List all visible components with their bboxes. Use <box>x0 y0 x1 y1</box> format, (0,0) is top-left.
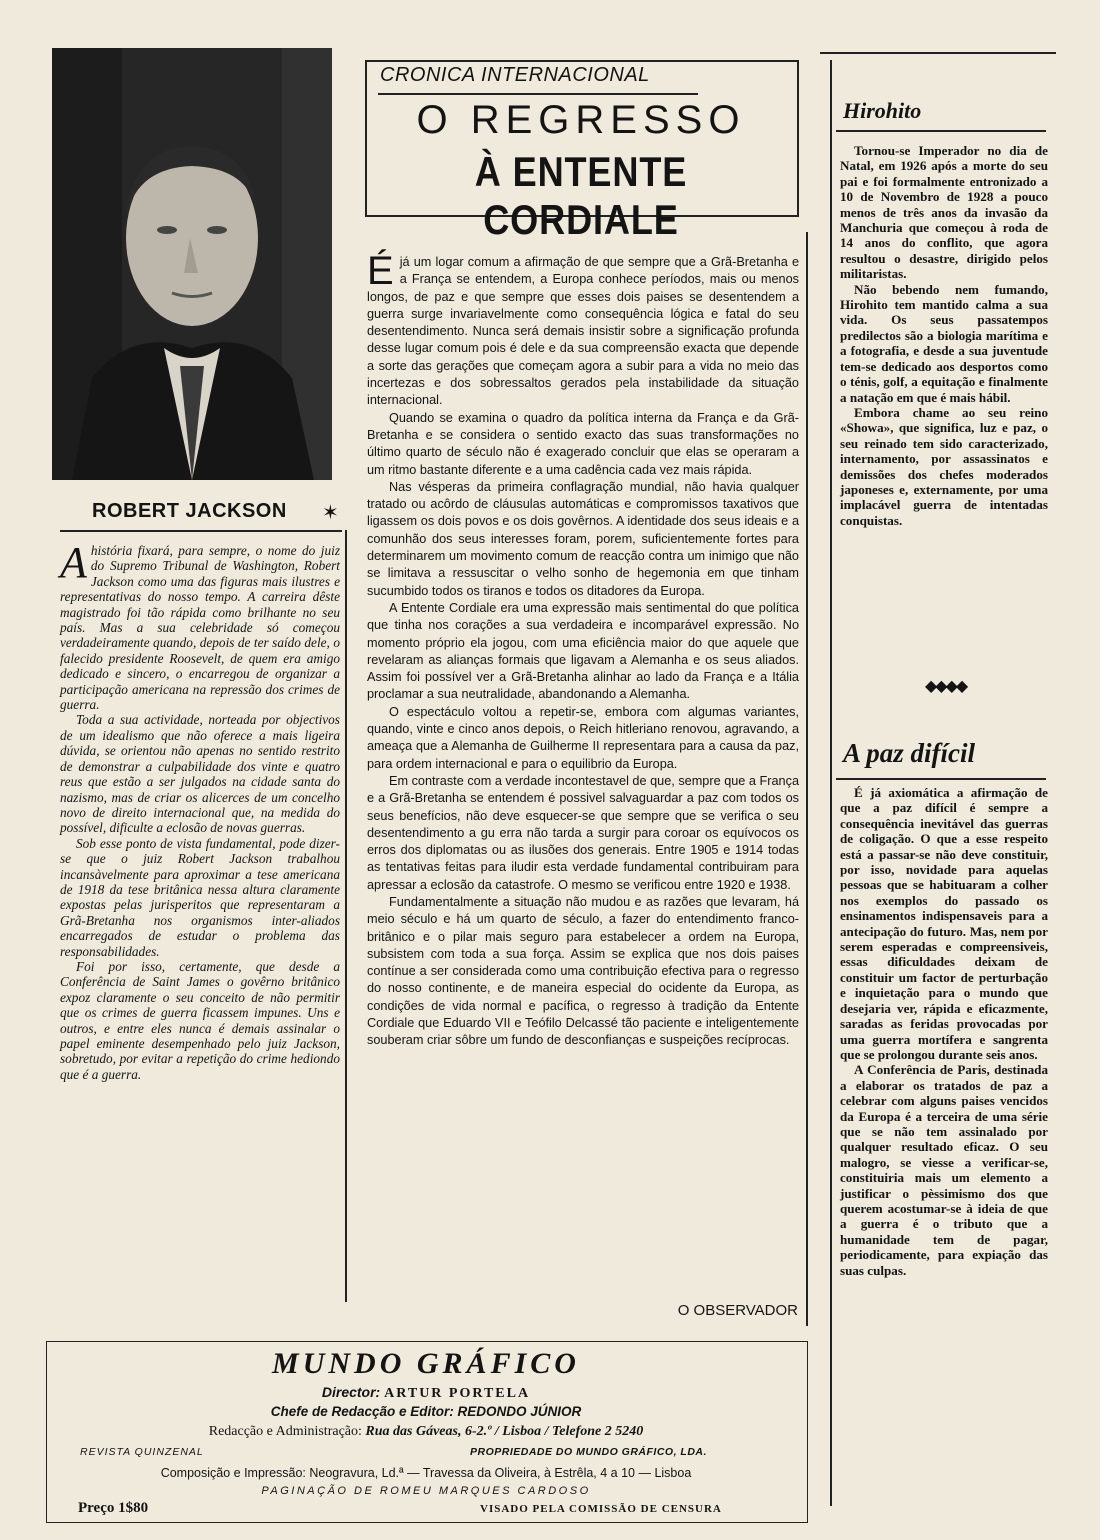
divider <box>836 778 1046 780</box>
drop-cap: A <box>60 538 87 587</box>
masthead-ownership: PROPRIEDADE DO MUNDO GRÁFICO, LDA. <box>470 1446 707 1458</box>
article-paragraph: Nas vésperas da primeira conflagração mundial, não havia qualquer tratado ou acôrdo de cláusulas automáticas e compromissos taxativos que ligassem os dois povos e os dois govêrnos. A identidade dos seus ideais e a comunhão dos seus interesses foram, porem, suficientemente fortes para determinarem um movimento comum de reacção contra um inimigo que não se limitava a ressuscitar o velho sonho de hegemonia em que tinham sucumbido todos os tiranos e todos os ditadores da Europa. <box>367 479 799 598</box>
article-paragraph: Fundamentalmente a situação não mudou e as razões que levaram, há meio século e há um quarto de século, a fazer do entendimento franco-britânico e o pilar mais seguro para estabelecer a ordem na Europa, subsistem com toda a sua força. Assim se explica que nos dois paises contínue a ser considerada como uma contribuição efectiva para o regresso do nosso continente, e de maneira especial do ocidente da Europa, as condições de vida normal e pacífica, o regresso à tradição da Entente Cordiale que Eduardo VII e Teófilo Delcassé tão paciente e inteligentemente souberam criar sôbre um fundo de desconfianças e suspeições recíprocas. <box>367 894 799 1048</box>
star-icon: ✶ <box>322 502 339 524</box>
hirohito-heading: Hirohito <box>843 98 922 123</box>
article-title-line2: À ENTENTE CORDIALE <box>474 148 688 243</box>
article-paragraph: Foi por isso, certamente, que desde a Conferência de Saint James o govêrno britânico expoz claramente o seu conceito de não permitir que os crimes de guerra ficassem impunes. Uns e outros, e entre eles nunca é demais assinalar o papel eminente desempenhado pelo juiz Jackson, sobretudo, por evitar a repetição do crime hediondo que é a guerra. <box>60 958 340 1082</box>
article-paragraph: A Conferência de Paris, destinada a elaborar os tratados de paz a celebrar com alguns paises vencidos da Europa é a terceira de uma série que se não tem assinalado por qualquer resultado eficaz. O seu malogro, se viesse a verificar-se, constituiria mais um elemento a justificar o pèssimismo dos que querem acostumar-se à ideia de que a guerra é o tributo que a humanidade tem de pagar, periodicamente, para expiação das suas culpas. <box>840 1062 1048 1278</box>
article-signature: O OBSERVADOR <box>677 1302 798 1319</box>
article-paragraph: Não bebendo nem fumando, Hirohito tem mantido calma a sua vida. Os seus passatempos predilectos são a biologia marítima e a fotografia, e desde a sua juventude tem-se dedicado aos desportos como o ténis, golf, a equitação e finalmente a natação em que é mais hábil. <box>840 281 1048 405</box>
divider <box>60 530 342 532</box>
masthead-director: Director: ARTUR PORTELA <box>321 1384 531 1401</box>
paz-heading: A paz difícil <box>843 738 976 768</box>
column-rule <box>345 530 347 1302</box>
article-paragraph: Quando se examina o quadro da política interna da França e da Grã-Bretanha e se considera o sentido exacto das suas transformações no último quarto de século não é exagerado concluir que elas se operaram a um ritmo bastante diferente e a uma cadência cada vez mais rápida. <box>367 410 799 477</box>
photo-caption: ROBERT JACKSON <box>92 500 287 522</box>
article-paragraph: O espectáculo voltou a repetir-se, embora com algumas variantes, quando, vinte e cinco anos depois, o Reich hitleriano renovou, agravando, a ameaça que a Alemanha de Guilherme II representara para a causa da paz, para ordem internacional e para o equilibrio da Europa. <box>367 704 799 771</box>
jackson-article <box>60 538 340 1082</box>
article-paragraph: A história fixará, para sempre, o nome do juiz do Supremo Tribunal de Washington, Robert Jackson como uma das figuras mais ilustres e representativas do nosso tempo. A carreira dêste magistrado foi tão rápida como brilhante no seu país. Mas a sua celebridade só começou verdadeiramente quando, depois de ter saído dele, o falecido presidente Roosevelt, de quem era amigo dedicado e sincero, o encarregou de organizar a participação americana na repressão dos crimes de guerra. <box>60 538 340 713</box>
masthead-title: MUNDO GRÁFICO <box>272 1347 580 1380</box>
article-paragraph: É já axiomática a afirmação de que a paz difícil é sempre a consequência inevitável das guerras de coligação. O que a esse respeito está a passar-se não deve constituir, por isso, novidade para aquelas pessoas que se habituaram a colher nos exemplos do passado os ensinamentos indispensaveis para a antecipação do futuro. Mas, nem por serem esperadas e compreensiveis, essas dificuldades deixam de constituir um factor de perturbação e inquietação para o mundo que desejaria ver, rápida e eficazmente, saradas as feridas provocadas por uma guerra mortífera e sangrenta que se prolongou durante seis anos. <box>840 785 1048 1062</box>
masthead-editor: Chefe de Redacção e Editor: REDONDO JÚNIOR <box>270 1404 582 1419</box>
masthead-periodicity: REVISTA QUINZENAL <box>80 1446 204 1458</box>
ornament-divider: ◆◆◆◆ <box>925 678 967 695</box>
article-paragraph: Em contraste com a verdade incontestavel de que, sempre que a França e a Grã-Bretanha se entendem é possivel salvaguardar a paz com todos os seus benefícios, não deve esquecer-se que sempre que se verifica o seu desentendimento a gu erra não tarda a surgir para coroar os equívocos os erros dos diplomatas ou as ilusões dos generais. Entre 1905 e 1914 todas as tentativas feitas para iludir esta verdade fundamental contribuiram para apressar a eclosão da catastrofe. O mesmo se verificou entre 1920 e 1938. <box>367 773 799 892</box>
article-title-line1: O REGRESSO <box>416 98 746 142</box>
entente-article <box>367 249 799 1050</box>
article-paragraph: É já um logar comum a afirmação de que sempre que a Grã-Bretanha e a França se entendem, a Europa conhece períodos, mais ou menos longos, de paz e que sempre que esses dois paises se desentendem a guerra surge invariavelmente como consequência lógica e fatal do seu desentendimento. Nunca será demais insistir sobre a significação profunda desse lugar comum pois é dele e da sua compreensão exacta que depende a sorte das gerações que começam agora a subir para a vida no meio das incertezas e dos sobressaltos gerados pela instabilidade da situação internacional. <box>367 249 799 408</box>
drop-cap: É <box>367 249 394 293</box>
portrait-photo <box>52 48 332 480</box>
column-rule <box>830 60 832 1506</box>
article-paragraph: Toda a sua actividade, norteada por objectivos de um idealismo que não oferece a mais ligeira dúvida, se orientou não apenas no sentido restrito de demonstrar a culpabilidade dos vinte e quatro reus que estão a ser julgados na cidade santa do nazismo, mas de criar os alicerces de um concelho novo de direito internacional que, na medida do possível, dificulte a eclosão de novas guerras. <box>60 712 340 836</box>
masthead-price: Preço 1$80 <box>78 1500 149 1516</box>
divider <box>820 52 1056 54</box>
article-paragraph: Sob esse ponto de vista fundamental, pode dizer-se que o juiz Robert Jackson trabalhou incansàvelmente para aproximar a tese americana de 1918 da tese britânica nessa altura claramente expostas pelas jurisperitos que representaram a Grã-Bretanha nos organismos inter-aliados encarregados de estudar o problema das responsabilidades. <box>60 835 340 959</box>
column-rule <box>806 232 808 1326</box>
masthead-printing: Composição e Impressão: Neogravura, Ld.ª — Travessa da Oliveira, à Estrêla, 4 a 10 — Lisboa <box>160 1466 692 1480</box>
article-paragraph: A Entente Cordiale era uma expressão mais sentimental do que política que tinha nos corações a sua verdadeira e incomparável expressão. No momento próprio ela jogou, com uma eficiência maior do que aquele que revelaram as alianças formais que ligavam a Alemanha e os seus aliados. Assim foi possível ver a Grã-Bretanha alinhar ao lado da França e a Itália proclamar a sua neutralidade, abandonando a Alemanha. <box>367 600 799 702</box>
section-label: CRONICA INTERNACIONAL <box>380 64 650 86</box>
title-box-top <box>365 60 799 62</box>
divider <box>836 130 1046 132</box>
hirohito-article <box>840 143 1048 528</box>
paz-article <box>840 785 1048 1278</box>
title-box-right <box>797 60 799 216</box>
article-paragraph: Embora chame ao seu reino «Showa», que significa, luz e paz, o seu reinado tem sido caracterizado, internamento, por assassinatos e demissões dos chefes moderados japoneses e, externamente, por uma implacável guerra de intentadas conquistas. <box>840 404 1048 528</box>
masthead-layout-credit: PAGINAÇÃO DE ROMEU MARQUES CARDOSO <box>261 1485 591 1497</box>
article-paragraph: Tornou-se Imperador no dia de Natal, em 1926 após a morte do seu pai e foi formalmente entronizado a 10 de Novembro de 1928 a pouco menos de três anos da invasão da Manchuria que começou à roda de 14 anos do conflito, que agora resultou o desastre, dirigido pelos militaristas. <box>840 143 1048 282</box>
section-underline <box>378 93 698 95</box>
masthead-address: Redacção e Administração: Rua das Gáveas, 6-2.º / Lisboa / Telefone 2 5240 <box>208 1424 644 1439</box>
masthead-censorship: VISADO PELA COMISSÃO DE CENSURA <box>480 1503 722 1515</box>
